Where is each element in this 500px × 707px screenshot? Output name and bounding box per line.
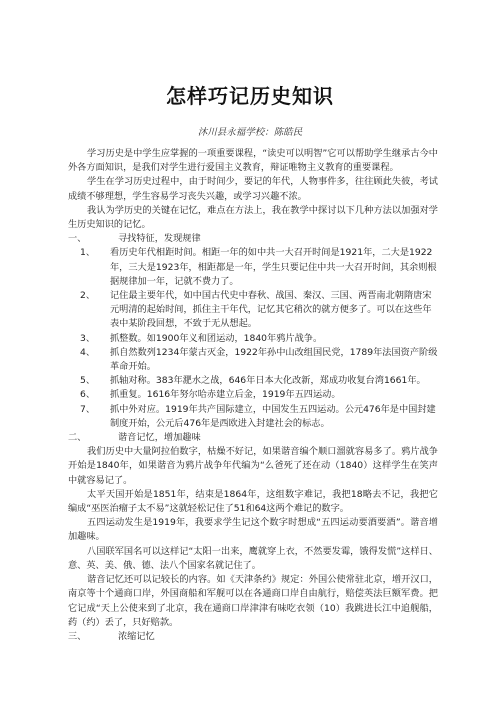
intro-paragraph: 学生在学习历史过程中，由于时间少，要记的年代，人物事件多，往往顾此失彼，考试成绩不够理想，学生容易学习丧失兴趣，或学习兴趣不浓。	[68, 176, 438, 202]
item-number: 1、	[80, 247, 96, 259]
list-item	[68, 346, 438, 374]
item-text: 看历史年代相距时间。相距一年的如中共一大召开时间是1921年，二大是1922年，三大是1923年，相距都是一年，学生只要记住中共一大召开时间，其余则根据规律加一年，记就不费力了。	[110, 247, 437, 287]
list-item	[68, 403, 438, 431]
list-item	[68, 289, 438, 332]
section-title: 寻找特征，发现规律	[118, 233, 201, 245]
intro-paragraph: 我认为学历史的关键在记忆，难点在方法上，我在教学中探讨以下几种方法以加强对学生历史知识的记忆。	[68, 204, 438, 231]
document-body	[68, 147, 438, 644]
item-number: 2、	[80, 290, 96, 302]
list-item	[68, 246, 438, 289]
section-title: 谐音记忆，增加趣味	[118, 432, 201, 444]
item-text: 抓轴对称。383年淝水之战，646年日本大化改新，郑成功收复台湾1661年。	[110, 375, 426, 387]
list-item	[68, 388, 438, 402]
section-number: 一、	[68, 233, 87, 245]
section-heading	[68, 630, 438, 644]
item-number: 3、	[80, 332, 96, 344]
section-number: 三、	[68, 630, 87, 642]
document-title: 怎样巧记历史知识	[166, 84, 334, 108]
item-text: 抓自然数列1234年蒙古灭金，1922年孙中山改组国民党，1789年法国资产阶级革命开始。	[110, 346, 438, 373]
item-text: 抓重复。1616年努尔哈赤建立后金，1919年五四运动。	[110, 389, 341, 401]
body-paragraph: 五四运动发生是1919年，我要求学生记这个数字时想成“五四运动要酒要酒”。谐音增加趣味。	[68, 517, 438, 543]
item-text: 抓整数。如1900年义和团运动，1840年鸦片战争。	[110, 332, 323, 344]
item-number: 5、	[80, 375, 96, 387]
document-author: 沐川县永福学校：陈皓民	[197, 127, 303, 138]
item-number: 6、	[80, 389, 96, 401]
list-item	[68, 332, 438, 346]
body-paragraph: 太平天国开始是1851年，结束是1864年，这组数字难记，我把18略去不记，我把它编成“巫医治瘤子太不易”这就轻松记住了51和64这两个难记的数字。	[68, 488, 438, 515]
list-item	[68, 374, 438, 388]
body-paragraph: 谐音记忆还可以记较长的内容。如《天津条约》规定：外国公使常驻北京，增开汉口，南京等十个通商口岸，外国商船和军舰可以在各通商口岸自由航行，赔偿英法巨额军费。把它记成“天上公使来到了北京，我在通商口岸津津有味吃衣领（10）我跳进长江中追舰船，药（约）丢了，只好赔款。	[68, 574, 438, 628]
section-title: 浓缩记忆	[118, 630, 155, 642]
section-heading	[68, 232, 438, 246]
section-heading	[68, 431, 438, 445]
section-number: 二、	[68, 432, 87, 444]
intro-paragraph: 学习历史是中学生应掌握的一项重要课程，“读史可以明智”它可以帮助学生继承古今中外各方面知识，是我们对学生进行爱国主义教育，辩证唯物主义教育的重要课程。	[68, 148, 438, 174]
item-text: 记住最主要年代，如中国古代史中春秋、战国、秦汉、三国、两晋南北朝隋唐宋元明清的起始时间，抓住主干年代，记忆其它稍次的就方便多了。可以在这些年表中某阶段回想，不致于无从想起。	[110, 290, 432, 330]
item-text: 抓中外对应。1919年共产国际建立，中国发生五四运动。公元476年是中国封建制度开始，公元后476年是西欧进入封建社会的标志。	[110, 403, 436, 429]
body-paragraph: 八国联军国名可以这样记“太阳一出来，鹰就穿上衣，不然要发霉，饿得发慌”这样日、意、英、美、俄、德、法八个国家名就记住了。	[68, 545, 438, 571]
body-paragraph: 我们历史中大量阿拉伯数字，枯燥不好记，如果谐音编个顺口溜就容易多了。鸦片战争开始是1840年，如果谐音为鸦片战争年代编为“么爸死了还在动（1840）这样学生在笑声中就容易记了。	[68, 446, 438, 486]
item-number: 4、	[80, 346, 96, 358]
item-number: 7、	[80, 403, 96, 415]
